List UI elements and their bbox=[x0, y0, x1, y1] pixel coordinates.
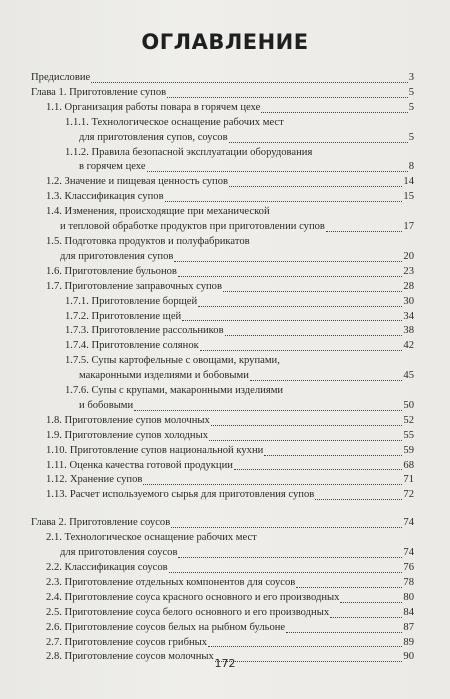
toc-entry[interactable] bbox=[31, 71, 414, 86]
toc-entry[interactable] bbox=[46, 265, 414, 280]
toc-entry-title-line: 1.12. Хранение супов bbox=[46, 474, 143, 486]
toc-page-number: 17 bbox=[403, 221, 414, 233]
toc-entry-title-line: и тепловой обработке продуктов при приготовлении супов bbox=[60, 221, 325, 233]
toc-page-number: 71 bbox=[403, 474, 414, 486]
toc-entry-title-line: 1.3. Классификация супов bbox=[46, 191, 164, 203]
toc-entry-title-line: 2.6. Приготовление соусов белых на рыбном бульоне bbox=[46, 621, 286, 633]
table-of-contents bbox=[0, 71, 450, 665]
dot-leader bbox=[208, 645, 402, 647]
dot-leader bbox=[286, 631, 402, 633]
toc-entry-title-line: для приготовления супов bbox=[60, 250, 174, 262]
dot-leader bbox=[264, 454, 402, 456]
toc-entry-title-line: 1.1.2. Правила безопасной эксплуатации оборудования bbox=[65, 146, 313, 158]
toc-entry[interactable] bbox=[46, 235, 414, 265]
dot-leader bbox=[91, 81, 407, 83]
dot-leader bbox=[315, 498, 402, 500]
toc-entry-title-line: 1.2. Значение и пищевая ценность супов bbox=[46, 176, 229, 188]
dot-leader bbox=[340, 601, 402, 603]
dot-leader bbox=[171, 526, 402, 528]
dot-leader bbox=[209, 439, 402, 441]
toc-page-number: 38 bbox=[403, 325, 414, 337]
toc-entry-title-line: 1.7.4. Приготовление солянок bbox=[65, 340, 199, 352]
toc-page-number: 74 bbox=[403, 517, 414, 529]
toc-entry[interactable] bbox=[46, 205, 414, 235]
toc-entry[interactable] bbox=[65, 324, 414, 339]
toc-entry-title-line: 2.5. Приготовление соуса белого основного и его производных bbox=[46, 606, 330, 618]
toc-entry[interactable] bbox=[46, 429, 414, 444]
toc-entry[interactable] bbox=[46, 101, 414, 116]
toc-entry-title-line: 1.7.6. Супы с крупами, макаронными изделиями bbox=[65, 385, 284, 397]
dot-leader bbox=[211, 424, 403, 426]
toc-entry-title-line: 2.4. Приготовление соуса красного основного и его производных bbox=[46, 591, 340, 603]
toc-page-number: 20 bbox=[403, 250, 414, 262]
toc-entry-title-line: Глава 1. Приготовление супов bbox=[31, 86, 167, 98]
toc-entry-title-line: 2.8. Приготовление соусов молочных bbox=[46, 651, 214, 663]
toc-entry[interactable] bbox=[65, 384, 414, 414]
toc-page-number: 72 bbox=[403, 489, 414, 501]
dot-leader bbox=[143, 483, 402, 485]
dot-leader bbox=[229, 185, 402, 187]
dot-leader bbox=[234, 468, 402, 470]
toc-entry-title-line: 1.5. Подготовка продуктов и полуфабрикатов bbox=[46, 235, 250, 247]
toc-entry-title-line: 1.7. Приготовление заправочных супов bbox=[46, 280, 222, 292]
toc-entry-title-line: 2.3. Приготовление отдельных компонентов для соусов bbox=[46, 576, 296, 588]
toc-entry[interactable] bbox=[65, 354, 414, 384]
toc-entry-title-line: 1.1. Организация работы повара в горячем цехе bbox=[46, 101, 261, 113]
toc-page-number: 8 bbox=[408, 161, 414, 173]
toc-entry[interactable] bbox=[46, 606, 414, 621]
toc-page-number: 23 bbox=[403, 265, 414, 277]
toc-page-number: 89 bbox=[403, 636, 414, 648]
toc-entry[interactable] bbox=[46, 591, 414, 606]
dot-leader bbox=[229, 141, 408, 143]
toc-entry-title-line: и бобовыми bbox=[79, 399, 134, 411]
toc-page-number: 5 bbox=[408, 131, 414, 143]
toc-entry-title-line: 2.7. Приготовление соусов грибных bbox=[46, 636, 208, 648]
toc-entry[interactable] bbox=[46, 444, 414, 459]
dot-leader bbox=[223, 290, 402, 292]
toc-page-number: 34 bbox=[403, 310, 414, 322]
toc-page-number: 42 bbox=[403, 340, 414, 352]
toc-page-number: 52 bbox=[403, 414, 414, 426]
dot-leader bbox=[326, 230, 402, 232]
toc-entry[interactable] bbox=[46, 576, 414, 591]
dot-leader bbox=[261, 111, 407, 113]
toc-entry[interactable] bbox=[46, 473, 414, 488]
dot-leader bbox=[178, 556, 402, 558]
dot-leader bbox=[200, 349, 403, 351]
toc-page-number: 90 bbox=[403, 651, 414, 663]
toc-page-number: 5 bbox=[408, 86, 414, 98]
dot-leader bbox=[178, 275, 402, 277]
toc-page-number: 50 bbox=[403, 399, 414, 411]
toc-entry-title-line: 1.7.2. Приготовление щей bbox=[65, 310, 182, 322]
toc-page-number: 84 bbox=[403, 606, 414, 618]
toc-entry[interactable] bbox=[65, 116, 414, 146]
toc-entry-title-line: 1.8. Приготовление супов молочных bbox=[46, 414, 210, 426]
dot-leader bbox=[169, 571, 403, 573]
page-title: ОГЛАВЛЕНИЕ bbox=[141, 30, 309, 54]
toc-entry[interactable] bbox=[46, 636, 414, 651]
toc-entry-title-line: для приготовления супов, соусов bbox=[79, 131, 228, 143]
toc-entry[interactable] bbox=[46, 190, 414, 205]
toc-page-number: 28 bbox=[403, 280, 414, 292]
toc-entry-title-line: 1.1.1. Технологическое оснащение рабочих мест bbox=[65, 116, 284, 128]
dot-leader bbox=[330, 616, 402, 618]
toc-entry-title-line: 1.13. Расчет используемого сырья для приготовления супов bbox=[46, 489, 315, 501]
dot-leader bbox=[250, 379, 403, 381]
dot-leader bbox=[147, 170, 408, 172]
toc-page-number: 15 bbox=[403, 191, 414, 203]
toc-entry-title-line: 1.10. Приготовление супов национальной кухни bbox=[46, 444, 264, 456]
toc-entry-title-line: в горячем цехе bbox=[79, 161, 146, 173]
toc-entry[interactable] bbox=[65, 310, 414, 325]
dot-leader bbox=[198, 305, 402, 307]
dot-leader bbox=[225, 334, 403, 336]
toc-entry[interactable] bbox=[65, 295, 414, 310]
toc-entry[interactable] bbox=[46, 531, 414, 561]
toc-entry[interactable] bbox=[46, 621, 414, 636]
toc-entry[interactable] bbox=[46, 280, 414, 295]
toc-page-number: 5 bbox=[408, 101, 414, 113]
toc-entry-title-line: для приготовления соусов bbox=[60, 547, 178, 559]
toc-entry-title-line: Глава 2. Приготовление соусов bbox=[31, 517, 171, 529]
toc-entry-title-line: 1.7.1. Приготовление борщей bbox=[65, 295, 198, 307]
toc-entry[interactable] bbox=[46, 175, 414, 190]
toc-entry-title-line: Предисловие bbox=[31, 72, 91, 83]
dot-leader bbox=[165, 200, 403, 202]
toc-page-number: 76 bbox=[403, 562, 414, 573]
toc-entry[interactable] bbox=[46, 488, 414, 503]
toc-page-number: 87 bbox=[403, 621, 414, 633]
dot-leader bbox=[296, 586, 402, 588]
toc-page-number: 80 bbox=[403, 591, 414, 603]
toc-page-number: 78 bbox=[403, 576, 414, 588]
toc-entry[interactable] bbox=[46, 561, 414, 576]
toc-entry-title-line: 1.7.3. Приготовление рассольников bbox=[65, 325, 224, 337]
dot-leader bbox=[167, 96, 408, 98]
toc-page-number: 55 bbox=[403, 429, 414, 441]
toc-entry-title-line: макаронными изделиями и бобовыми bbox=[79, 370, 249, 382]
dot-leader bbox=[174, 260, 402, 262]
toc-entry-title-line: 1.11. Оценка качества готовой продукции bbox=[46, 459, 233, 471]
page-number: 172 bbox=[214, 657, 236, 670]
toc-page-number: 30 bbox=[403, 295, 414, 307]
toc-entry-title-line: 1.4. Изменения, происходящие при механической bbox=[46, 206, 270, 218]
toc-page-number: 14 bbox=[403, 176, 414, 188]
toc-entry[interactable] bbox=[65, 339, 414, 354]
dot-leader bbox=[182, 319, 402, 321]
toc-entry[interactable] bbox=[31, 516, 414, 531]
toc-entry[interactable] bbox=[65, 146, 414, 176]
toc-page-number: 45 bbox=[403, 370, 414, 382]
toc-entry-title-line: 1.6. Приготовление бульонов bbox=[46, 265, 177, 277]
toc-entry[interactable] bbox=[31, 86, 414, 101]
chapter-gap bbox=[0, 503, 450, 516]
toc-entry-title-line: 1.9. Приготовление супов холодных bbox=[46, 429, 208, 441]
toc-entry[interactable] bbox=[46, 414, 414, 429]
toc-page-number: 74 bbox=[403, 547, 414, 559]
toc-entry-title-line: 2.2. Классификация соусов bbox=[46, 562, 168, 573]
toc-page-number: 3 bbox=[408, 72, 414, 83]
toc-page-number: 59 bbox=[403, 444, 414, 456]
dot-leader bbox=[134, 409, 402, 411]
toc-entry[interactable] bbox=[46, 459, 414, 474]
toc-entry-title-line: 1.7.5. Супы картофельные с овощами, крупами, bbox=[65, 355, 280, 367]
toc-page-number: 68 bbox=[403, 459, 414, 471]
toc-entry-title-line: 2.1. Технологическое оснащение рабочих мест bbox=[46, 532, 257, 544]
